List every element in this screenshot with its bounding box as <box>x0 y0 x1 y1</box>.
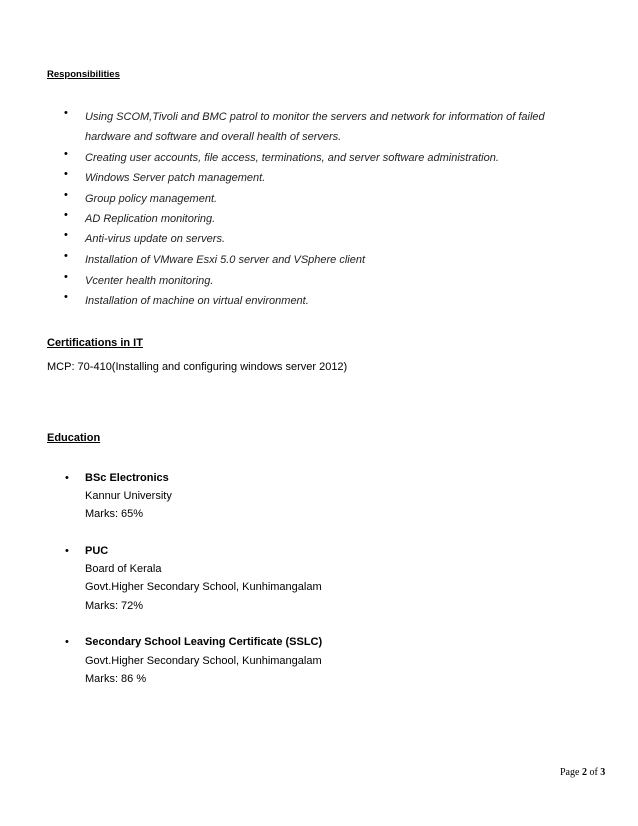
education-title: Secondary School Leaving Certificate (SSLC) <box>85 636 323 648</box>
education-marks: Marks: 86 % <box>85 673 147 685</box>
education-marks: Marks: 65% <box>85 508 144 520</box>
bullet-icon: • <box>64 209 68 221</box>
total-pages: 3 <box>600 767 606 778</box>
list-item-text: Windows Server patch management. <box>85 172 266 184</box>
list-item-text: Using SCOM,Tivoli and BMC patrol to monitor the servers and network for information of failed <box>85 111 545 123</box>
list-item-text: AD Replication monitoring. <box>85 213 216 225</box>
bullet-icon: • <box>64 148 68 160</box>
bullet-icon: • <box>64 189 68 201</box>
bullet-icon: • <box>65 472 69 484</box>
list-item-text: Creating user accounts, file access, terminations, and server software administration. <box>85 152 499 164</box>
responsibilities-heading: Responsibilities <box>47 69 120 80</box>
certification-text: MCP: 70-410(Installing and configuring windows server 2012) <box>47 361 348 373</box>
list-item-text: Vcenter health monitoring. <box>85 275 214 287</box>
certifications-heading: Certifications in IT <box>47 337 143 349</box>
list-item-text: Group policy management. <box>85 193 218 205</box>
bullet-icon: • <box>65 545 69 557</box>
bullet-icon: • <box>64 291 68 303</box>
current-page: 2 <box>581 767 587 778</box>
page-number <box>560 767 605 778</box>
education-board: Board of Kerala <box>85 563 162 575</box>
bullet-icon: • <box>64 168 68 180</box>
education-heading: Education <box>47 432 101 444</box>
bullet-icon: • <box>64 229 68 241</box>
education-title: BSc Electronics <box>85 472 169 484</box>
education-marks: Marks: 72% <box>85 600 144 612</box>
education-title: PUC <box>85 545 109 557</box>
bullet-icon: • <box>65 636 69 648</box>
education-institution: Govt.Higher Secondary School, Kunhimangalam <box>85 655 322 667</box>
list-item-text: hardware and software and overall health of servers. <box>85 131 342 143</box>
list-item-text: Installation of VMware Esxi 5.0 server and VSphere client <box>85 254 366 266</box>
bullet-icon: • <box>64 107 68 119</box>
bullet-icon: • <box>64 271 68 283</box>
of-label: of <box>589 767 598 778</box>
education-institution: Kannur University <box>85 490 172 502</box>
list-item-text: Anti-virus update on servers. <box>85 233 226 245</box>
bullet-icon: • <box>64 250 68 262</box>
list-item-text: Installation of machine on virtual environment. <box>85 295 309 307</box>
education-institution: Govt.Higher Secondary School, Kunhimangalam <box>85 581 322 593</box>
page-label: Page <box>560 767 580 778</box>
